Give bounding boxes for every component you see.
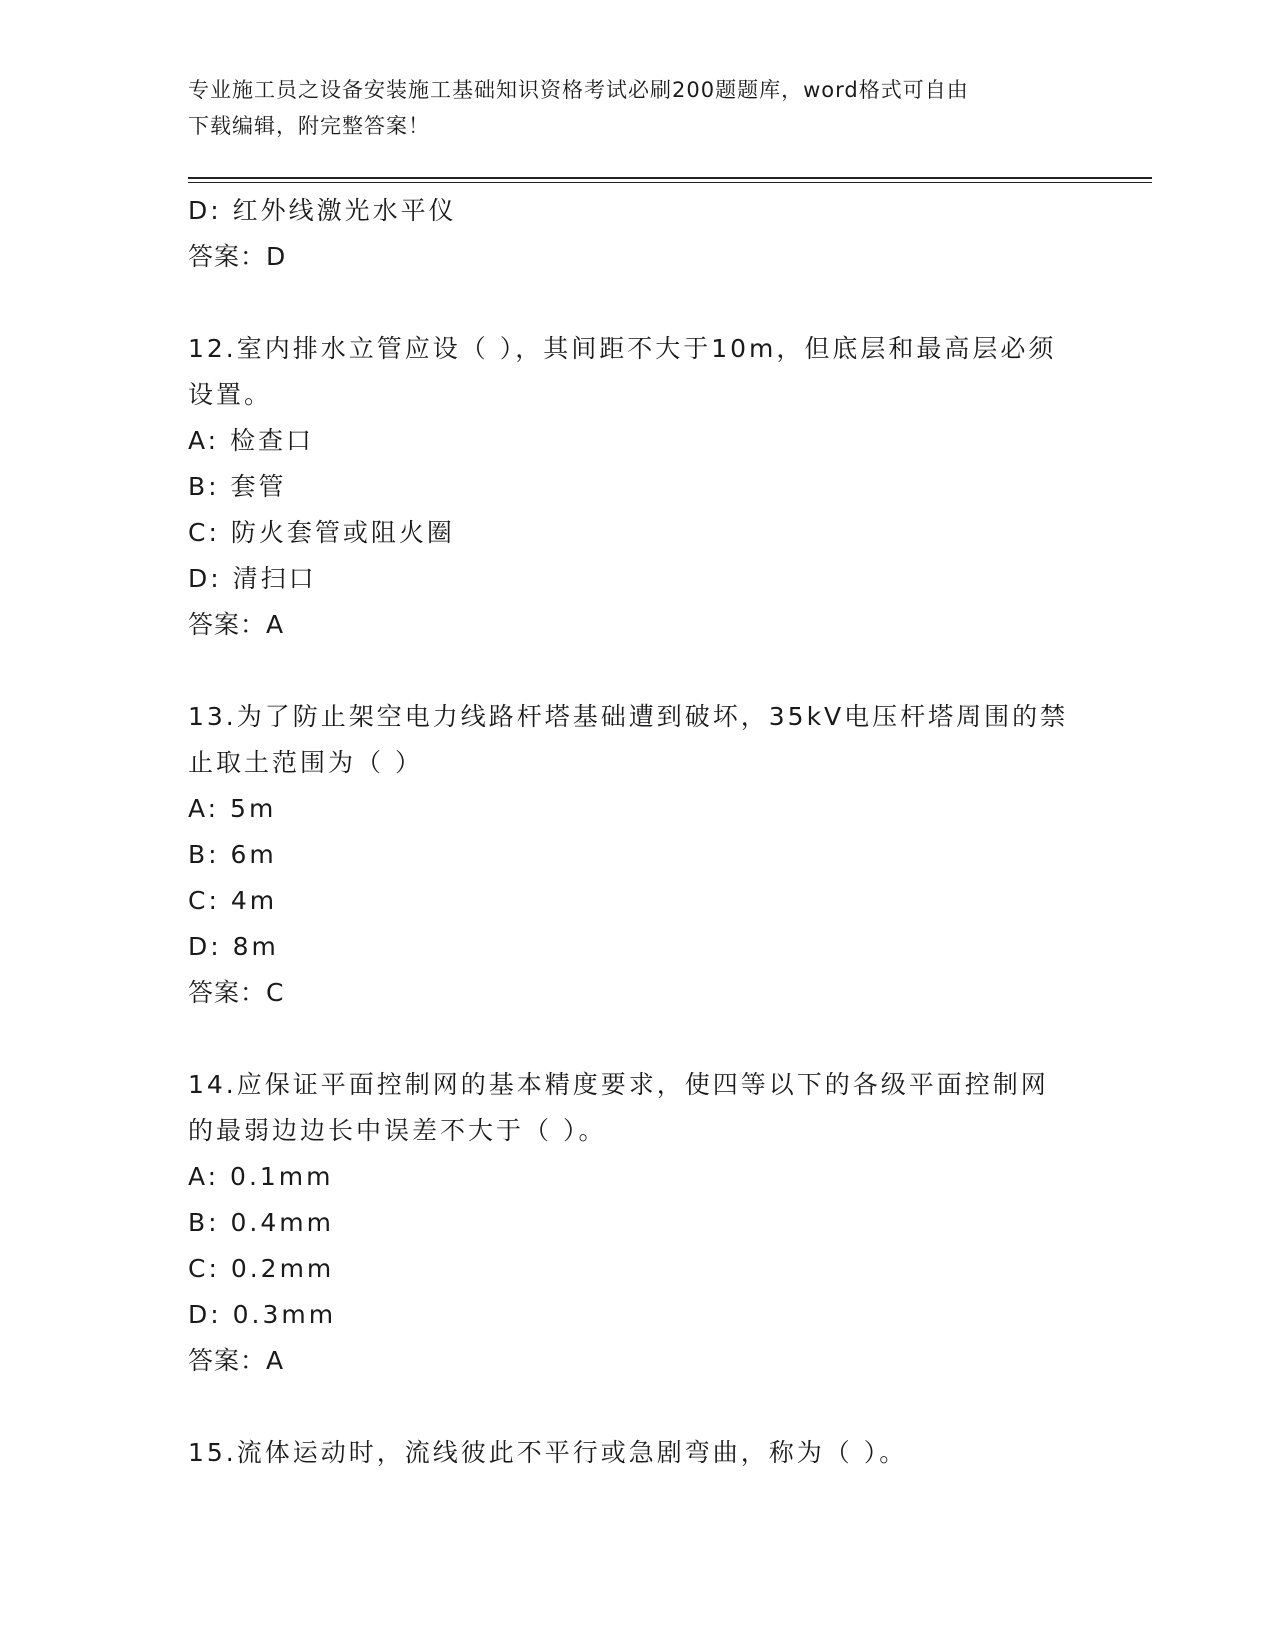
answer-line: 答案：C <box>188 978 285 1007</box>
question-text-line-2: 止取土范围为（ ） <box>188 748 423 777</box>
spacer <box>188 1384 1088 1430</box>
question-text-line-1: 15.流体运动时，流线彼此不平行或急剧弯曲，称为（ ）。 <box>188 1438 908 1467</box>
question-text-line-1: 14.应保证平面控制网的基本精度要求，使四等以下的各级平面控制网 <box>188 1070 1049 1099</box>
spacer <box>188 280 1088 326</box>
answer-line: 答案：D <box>188 242 287 271</box>
option-b: B: 套管 <box>188 472 287 501</box>
option-d: D: 0.3mm <box>188 1300 337 1329</box>
answer-line: 答案：A <box>188 610 285 639</box>
question-15 <box>188 1430 1088 1476</box>
option-d: D: 8m <box>188 932 279 961</box>
option-c: C: 4m <box>188 886 278 915</box>
header-line-2: 下载编辑，附完整答案！ <box>188 114 430 138</box>
question-text-line-1: 12.室内排水立管应设（ ），其间距不大于10m，但底层和最高层必须 <box>188 334 1057 363</box>
option-b: B: 0.4mm <box>188 1208 334 1237</box>
spacer <box>188 1016 1088 1062</box>
option-a: A: 0.1mm <box>188 1162 334 1191</box>
option-d: D: 红外线激光水平仪 <box>188 196 457 225</box>
option-b: B: 6m <box>188 840 277 869</box>
header-line-1: 专业施工员之设备安装施工基础知识资格考试必刷200题题库，word格式可自由 <box>188 78 969 102</box>
question-12 <box>188 326 1088 648</box>
answer-line: 答案：A <box>188 1346 285 1375</box>
document-body <box>188 188 1088 1476</box>
header-divider-thin <box>188 182 1152 183</box>
question-text-line-2: 设置。 <box>188 380 273 409</box>
question-14 <box>188 1062 1088 1384</box>
question-text-line-1: 13.为了防止架空电力线路杆塔基础遭到破坏，35kV电压杆塔周围的禁 <box>188 702 1069 731</box>
question-13 <box>188 694 1088 1016</box>
option-c: C: 防火套管或阻火圈 <box>188 518 455 547</box>
option-a: A: 5m <box>188 794 277 823</box>
option-c: C: 0.2mm <box>188 1254 335 1283</box>
spacer <box>188 648 1088 694</box>
option-a: A: 检查口 <box>188 426 315 455</box>
option-d: D: 清扫口 <box>188 564 317 593</box>
document-header <box>188 72 1068 144</box>
question-text-line-2: 的最弱边边长中误差不大于（ ）。 <box>188 1116 607 1145</box>
header-divider-thick <box>188 177 1152 179</box>
carryover-question <box>188 188 1088 280</box>
